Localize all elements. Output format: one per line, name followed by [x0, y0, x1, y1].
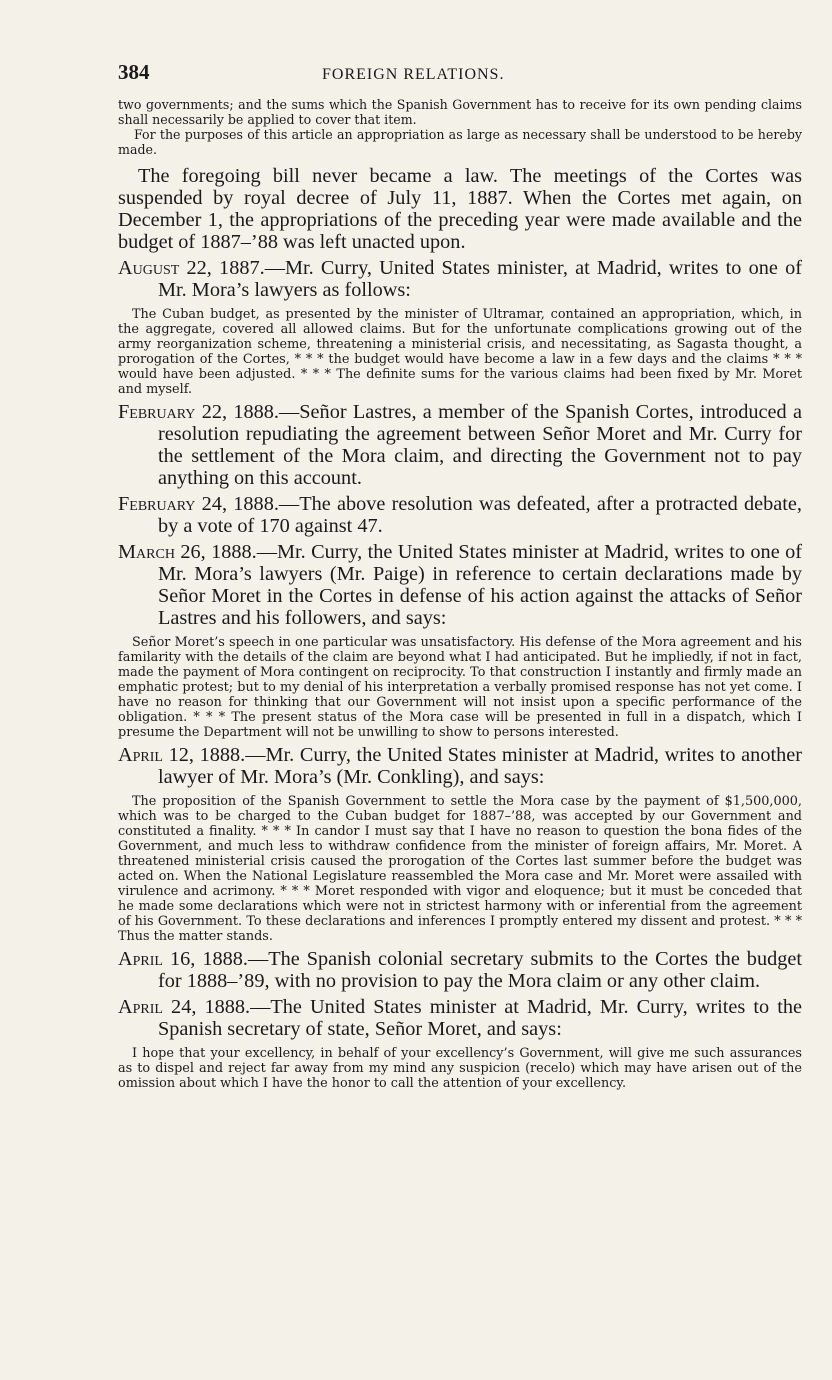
chronology-entry-1888-04-12	[118, 744, 802, 788]
chronology-entry-1887-08-22	[118, 257, 802, 301]
entry-date: February 24, 1888.	[118, 493, 279, 515]
entry-text: —The Spanish colonial secretary submits to the Cortes the budget for 1888–’89, with no provision to pay the Mora claim or any other claim.	[158, 948, 803, 992]
entry-date: March 26, 1888.	[118, 541, 257, 563]
quoted-letter-3: The proposition of the Spanish Government to settle the Mora case by the payment of $1,500,000, which was to be charged to the Cuban budget for 1887–’88, was accepted by our Government and constituted a finality. * * * In candor I must say that I have no reason to question the bona fides of the Government, and much less to withdraw confidence from the minister of foreign affairs, Mr. Moret. A threatened ministerial crisis caused the prorogation of the Cortes last summer before the budget was acted on. When the National Legislature reassembled the Mora case and Mr. Moret were assailed with virulence and acrimony. * * * Moret responded with vigor and eloquence; but it must be conceded that he made some declarations which were not in strictest harmony with or inferential from the agreement of his Government. To these declarations and inferences I promptly entered my dissent and protest. * * * Thus the matter stands.	[118, 794, 802, 944]
entry-text: —Mr. Curry, United States minister, at Madrid, writes to one of Mr. Mora’s lawyers as follows:	[158, 257, 802, 301]
chronology-entry-1888-04-24	[118, 996, 802, 1040]
entry-text: —The above resolution was defeated, after a protracted debate, by a vote of 170 against 47.	[158, 493, 802, 537]
article-note: For the purposes of this article an appropriation as large as necessary shall be understood to be hereby made.	[118, 127, 802, 157]
entry-text: —Mr. Curry, the United States minister at Madrid, writes to one of Mr. Mora’s lawyers (Mr. Paige) in reference to certain declarations made by Señor Moret in the Cortes in defense of his action against the attacks of Señor Lastres and his followers, and says:	[158, 541, 802, 629]
entry-date: August 22, 1887.	[118, 257, 265, 279]
quoted-letter-4: I hope that your excellency, in behalf of your excellency’s Government, will give me such assurances as to dispel and reject far away from my mind any suspicion (recelo) which may have arisen out of the omission about which I have the honor to call the attention of your excellency.	[118, 1046, 802, 1091]
quoted-letter-1: The Cuban budget, as presented by the minister of Ultramar, contained an appropriation, which, in the aggregate, covered all allowed claims. But for the unfortunate complications growing out of the army reorganization scheme, threatening a ministerial crisis, and necessitating, as Sagasta thought, a prorogation of the Cortes, * * * the budget would have become a law in a few days and the claims * * * would have been adjusted. * * * The definite sums for the various claims had been fixed by Mr. Moret and myself.	[118, 307, 802, 397]
entry-text: —Señor Lastres, a member of the Spanish Cortes, introduced a resolution repudiating the agreement between Señor Moret and Mr. Curry for the settlement of the Mora claim, and directing the Government not to pay anything on this account.	[158, 401, 802, 489]
entry-date: April 16, 1888.	[118, 948, 248, 970]
entry-date: February 22, 1888.	[118, 401, 279, 423]
running-head: FOREIGN RELATIONS.	[322, 66, 505, 83]
chronology-entry-1888-03-26	[118, 541, 802, 629]
entry-text: —The United States minister at Madrid, Mr. Curry, writes to the Spanish secretary of state, Señor Moret, and says:	[158, 996, 803, 1040]
continued-paragraph: two governments; and the sums which the Spanish Government has to receive for its own pending claims shall necessarily be applied to cover that item.	[118, 97, 802, 127]
chronology-entry-1888-02-22	[118, 401, 802, 489]
narrative-paragraph: The foregoing bill never became a law. The meetings of the Cortes was suspended by royal decree of July 11, 1887. When the Cortes met again, on December 1, the appropriations of the preceding year were made available and the budget of 1887–’88 was left unacted upon.	[118, 165, 802, 253]
quoted-letter-2: Señor Moret’s speech in one particular was unsatisfactory. His defense of the Mora agreement and his familarity with the details of the claim are beyond what I had anticipated. But he impliedly, if not in fact, made the payment of Mora contingent on reciprocity. To that construction I instantly and firmly made an emphatic protest; but to my denial of his interpretation a verbally promised response has not yet come. I have no reason for thinking that our Government will not insist upon a specific performance of the obligation. * * * The present status of the Mora case will be presented in full in a dispatch, which I presume the Department will not be unwilling to show to persons interested.	[118, 635, 802, 740]
page-number: 384	[118, 60, 150, 84]
chronology-entry-1888-02-24	[118, 493, 802, 537]
entry-text: —Mr. Curry, the United States minister at Madrid, writes to another lawyer of Mr. Mora’s (Mr. Conkling), and says:	[158, 744, 802, 788]
entry-date: April 12, 1888.	[118, 744, 246, 766]
chronology-entry-1888-04-16	[118, 948, 802, 992]
entry-date: April 24, 1888.	[118, 996, 251, 1018]
page-header	[118, 60, 802, 85]
